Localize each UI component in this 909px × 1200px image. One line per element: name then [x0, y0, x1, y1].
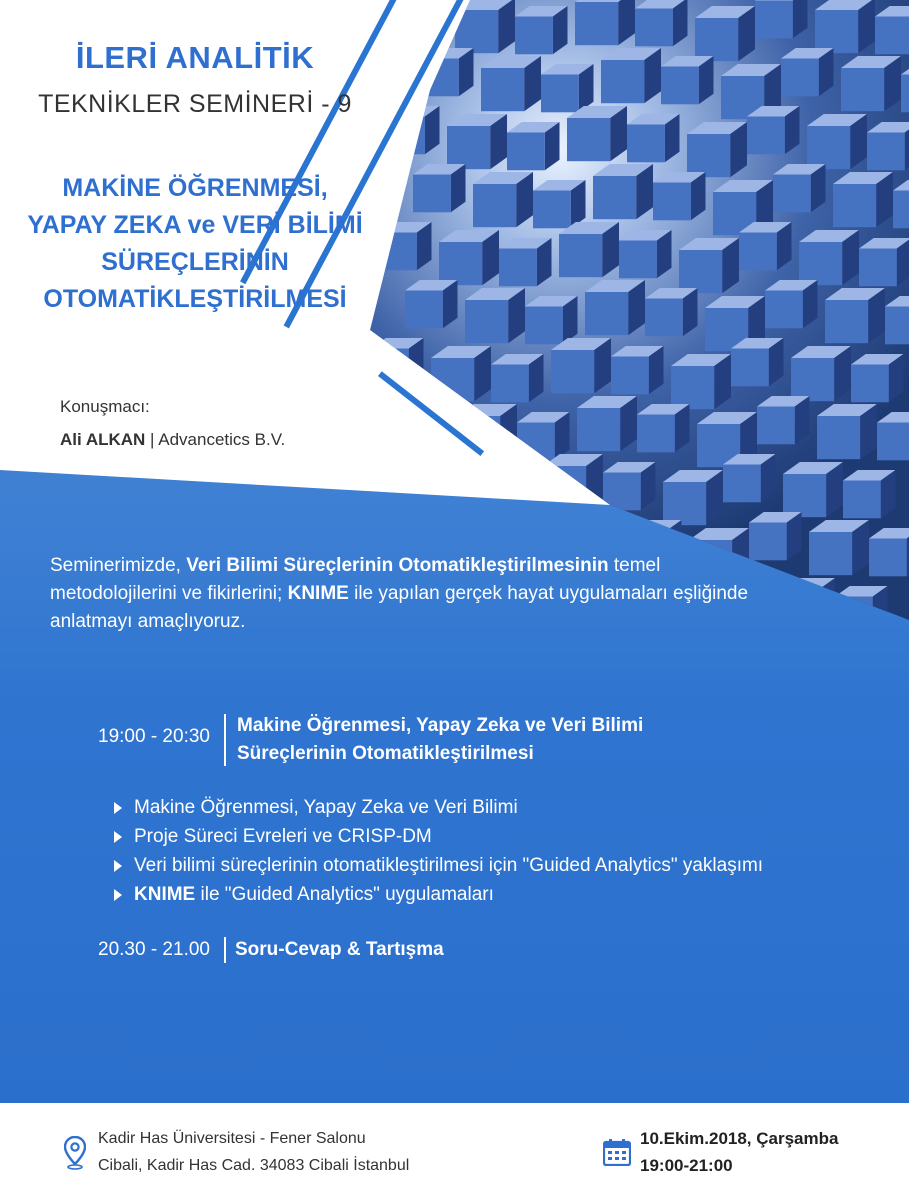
slot1-title — [237, 712, 643, 768]
cube-shape — [679, 238, 739, 293]
cube-shape — [807, 114, 867, 169]
slot2-divider — [224, 937, 226, 963]
bullet-arrow-icon — [114, 831, 122, 843]
event-time: 19:00-21:00 — [640, 1156, 733, 1175]
bullet-arrow-icon — [114, 802, 122, 814]
cube-shape — [491, 354, 544, 402]
slot1-title-line: Makine Öğrenmesi, Yapay Zeka ve Veri Bilimi — [237, 715, 644, 736]
cube-shape — [843, 470, 896, 518]
cube-shape — [551, 338, 611, 393]
bullet-arrow-icon — [114, 860, 122, 872]
seminar-title: İLERİ ANALİTİK — [75, 40, 315, 75]
speaker-name: Ali ALKAN — [60, 430, 146, 449]
cube-shape — [695, 6, 755, 61]
cube-shape — [663, 470, 723, 525]
seminar-subtitle: TEKNİKLER SEMİNERİ - 9 — [38, 90, 352, 118]
cube-shape — [661, 56, 714, 104]
cube-shape — [875, 6, 909, 54]
cube-shape — [533, 180, 586, 228]
agenda-list — [112, 793, 763, 909]
cube-shape — [765, 280, 818, 328]
cube-shape — [635, 0, 688, 46]
cube-shape — [439, 230, 499, 285]
cube-shape — [731, 338, 784, 386]
speaker-info — [60, 430, 285, 450]
cube-shape — [559, 222, 619, 277]
agenda-item — [112, 822, 763, 851]
slot1-title-line: Süreçlerinin Otomatikleştirilmesi — [237, 743, 534, 764]
cube-shape — [671, 354, 731, 409]
cube-shape — [405, 280, 458, 328]
agenda-item — [112, 880, 763, 909]
cube-shape — [637, 404, 690, 452]
footer — [0, 1103, 909, 1200]
cube-shape — [851, 354, 904, 402]
cube-shape — [809, 520, 869, 575]
seminar-description — [50, 552, 770, 636]
description-highlight: Veri Bilimi Süreçlerinin Otomatikleştirilmesinin — [186, 555, 609, 576]
cube-shape — [611, 346, 664, 394]
speaker-company: Advancetics B.V. — [158, 430, 286, 449]
description-highlight: KNIME — [287, 583, 349, 604]
description-text: temel metodolojilerini ve fikirlerini; — [50, 555, 661, 604]
cube-shape — [507, 122, 560, 170]
slot1-divider — [224, 714, 226, 766]
calendar-icon — [603, 1138, 631, 1166]
cube-shape — [577, 396, 637, 451]
cube-shape — [867, 122, 909, 170]
cube-shape — [747, 106, 800, 154]
cube-shape — [877, 412, 909, 460]
slot2-time: 20.30 - 21.00 — [98, 939, 210, 960]
cube-shape — [541, 64, 594, 112]
topic-line: SÜREÇLERİNİN — [101, 248, 289, 276]
cube-shape — [473, 172, 533, 227]
topic-line: OTOMATİKLEŞTİRİLMESİ — [43, 285, 347, 313]
event-date: 10.Ekim.2018, Çarşamba — [640, 1129, 839, 1148]
cube-shape — [817, 404, 877, 459]
cube-shape — [603, 462, 656, 510]
cube-shape — [653, 172, 706, 220]
cube-shape — [783, 462, 843, 517]
slot2-title: Soru-Cevap & Tartışma — [235, 939, 444, 960]
agenda-item-text: Makine Öğrenmesi, Yapay Zeka ve Veri Bilimi — [134, 797, 518, 818]
cube-shape — [841, 56, 901, 111]
cube-shape — [791, 346, 851, 401]
cube-shape — [755, 0, 808, 38]
cube-shape — [481, 56, 541, 111]
cube-shape — [799, 230, 859, 285]
cube-shape — [465, 288, 525, 343]
topic-line: YAPAY ZEKA ve VERİ BİLİMİ — [27, 211, 363, 239]
cube-shape — [869, 528, 909, 576]
slot1-time: 19:00 - 20:30 — [98, 726, 210, 747]
topic-line: MAKİNE ÖĞRENMESİ, — [62, 174, 328, 202]
cube-shape — [575, 0, 635, 45]
cube-shape — [413, 164, 466, 212]
cube-shape — [723, 454, 776, 502]
agenda-item-text: Proje Süreci Evreleri ve CRISP-DM — [134, 826, 432, 847]
cube-shape — [515, 6, 568, 54]
cube-shape — [585, 280, 645, 335]
cube-shape — [499, 238, 552, 286]
cube-shape — [645, 288, 698, 336]
cube-shape — [773, 164, 826, 212]
cube-shape — [619, 230, 672, 278]
agenda-item — [112, 793, 763, 822]
cube-shape — [447, 114, 507, 169]
bullet-arrow-icon — [114, 889, 122, 901]
cube-shape — [739, 222, 792, 270]
description-text: ile yapılan gerçek hayat uygulamaları eşliğinde anlatmayı amaçlıyoruz. — [50, 583, 749, 632]
location-line: Kadir Has Üniversitesi - Fener Salonu — [98, 1130, 366, 1147]
cube-shape — [601, 48, 661, 103]
cube-shape — [781, 48, 834, 96]
map-pin-icon — [64, 1136, 86, 1170]
cube-shape — [593, 164, 653, 219]
description-text: Seminerimizde, — [50, 555, 187, 576]
cube-shape — [757, 396, 810, 444]
speaker-label: Konuşmacı: — [60, 397, 150, 416]
agenda-item-text: Veri bilimi süreçlerinin otomatikleştirilmesi için "Guided Analytics" yaklaşımı — [134, 855, 764, 876]
seminar-topic — [0, 170, 390, 318]
cube-shape — [687, 122, 747, 177]
speaker-separator: | — [145, 430, 159, 449]
cube-shape — [525, 296, 578, 344]
agenda-item-bold: KNIME — [134, 884, 196, 905]
cube-shape — [567, 106, 627, 161]
agenda-item-text: ile "Guided Analytics" uygulamaları — [195, 884, 494, 905]
cube-shape — [833, 172, 893, 227]
cube-shape — [627, 114, 680, 162]
cube-shape — [815, 0, 875, 53]
cube-shape — [859, 238, 909, 286]
address-line: Cibali, Kadir Has Cad. 34083 Cibali İstanbul — [98, 1157, 410, 1174]
agenda-item — [112, 851, 763, 880]
cube-shape — [825, 288, 885, 343]
